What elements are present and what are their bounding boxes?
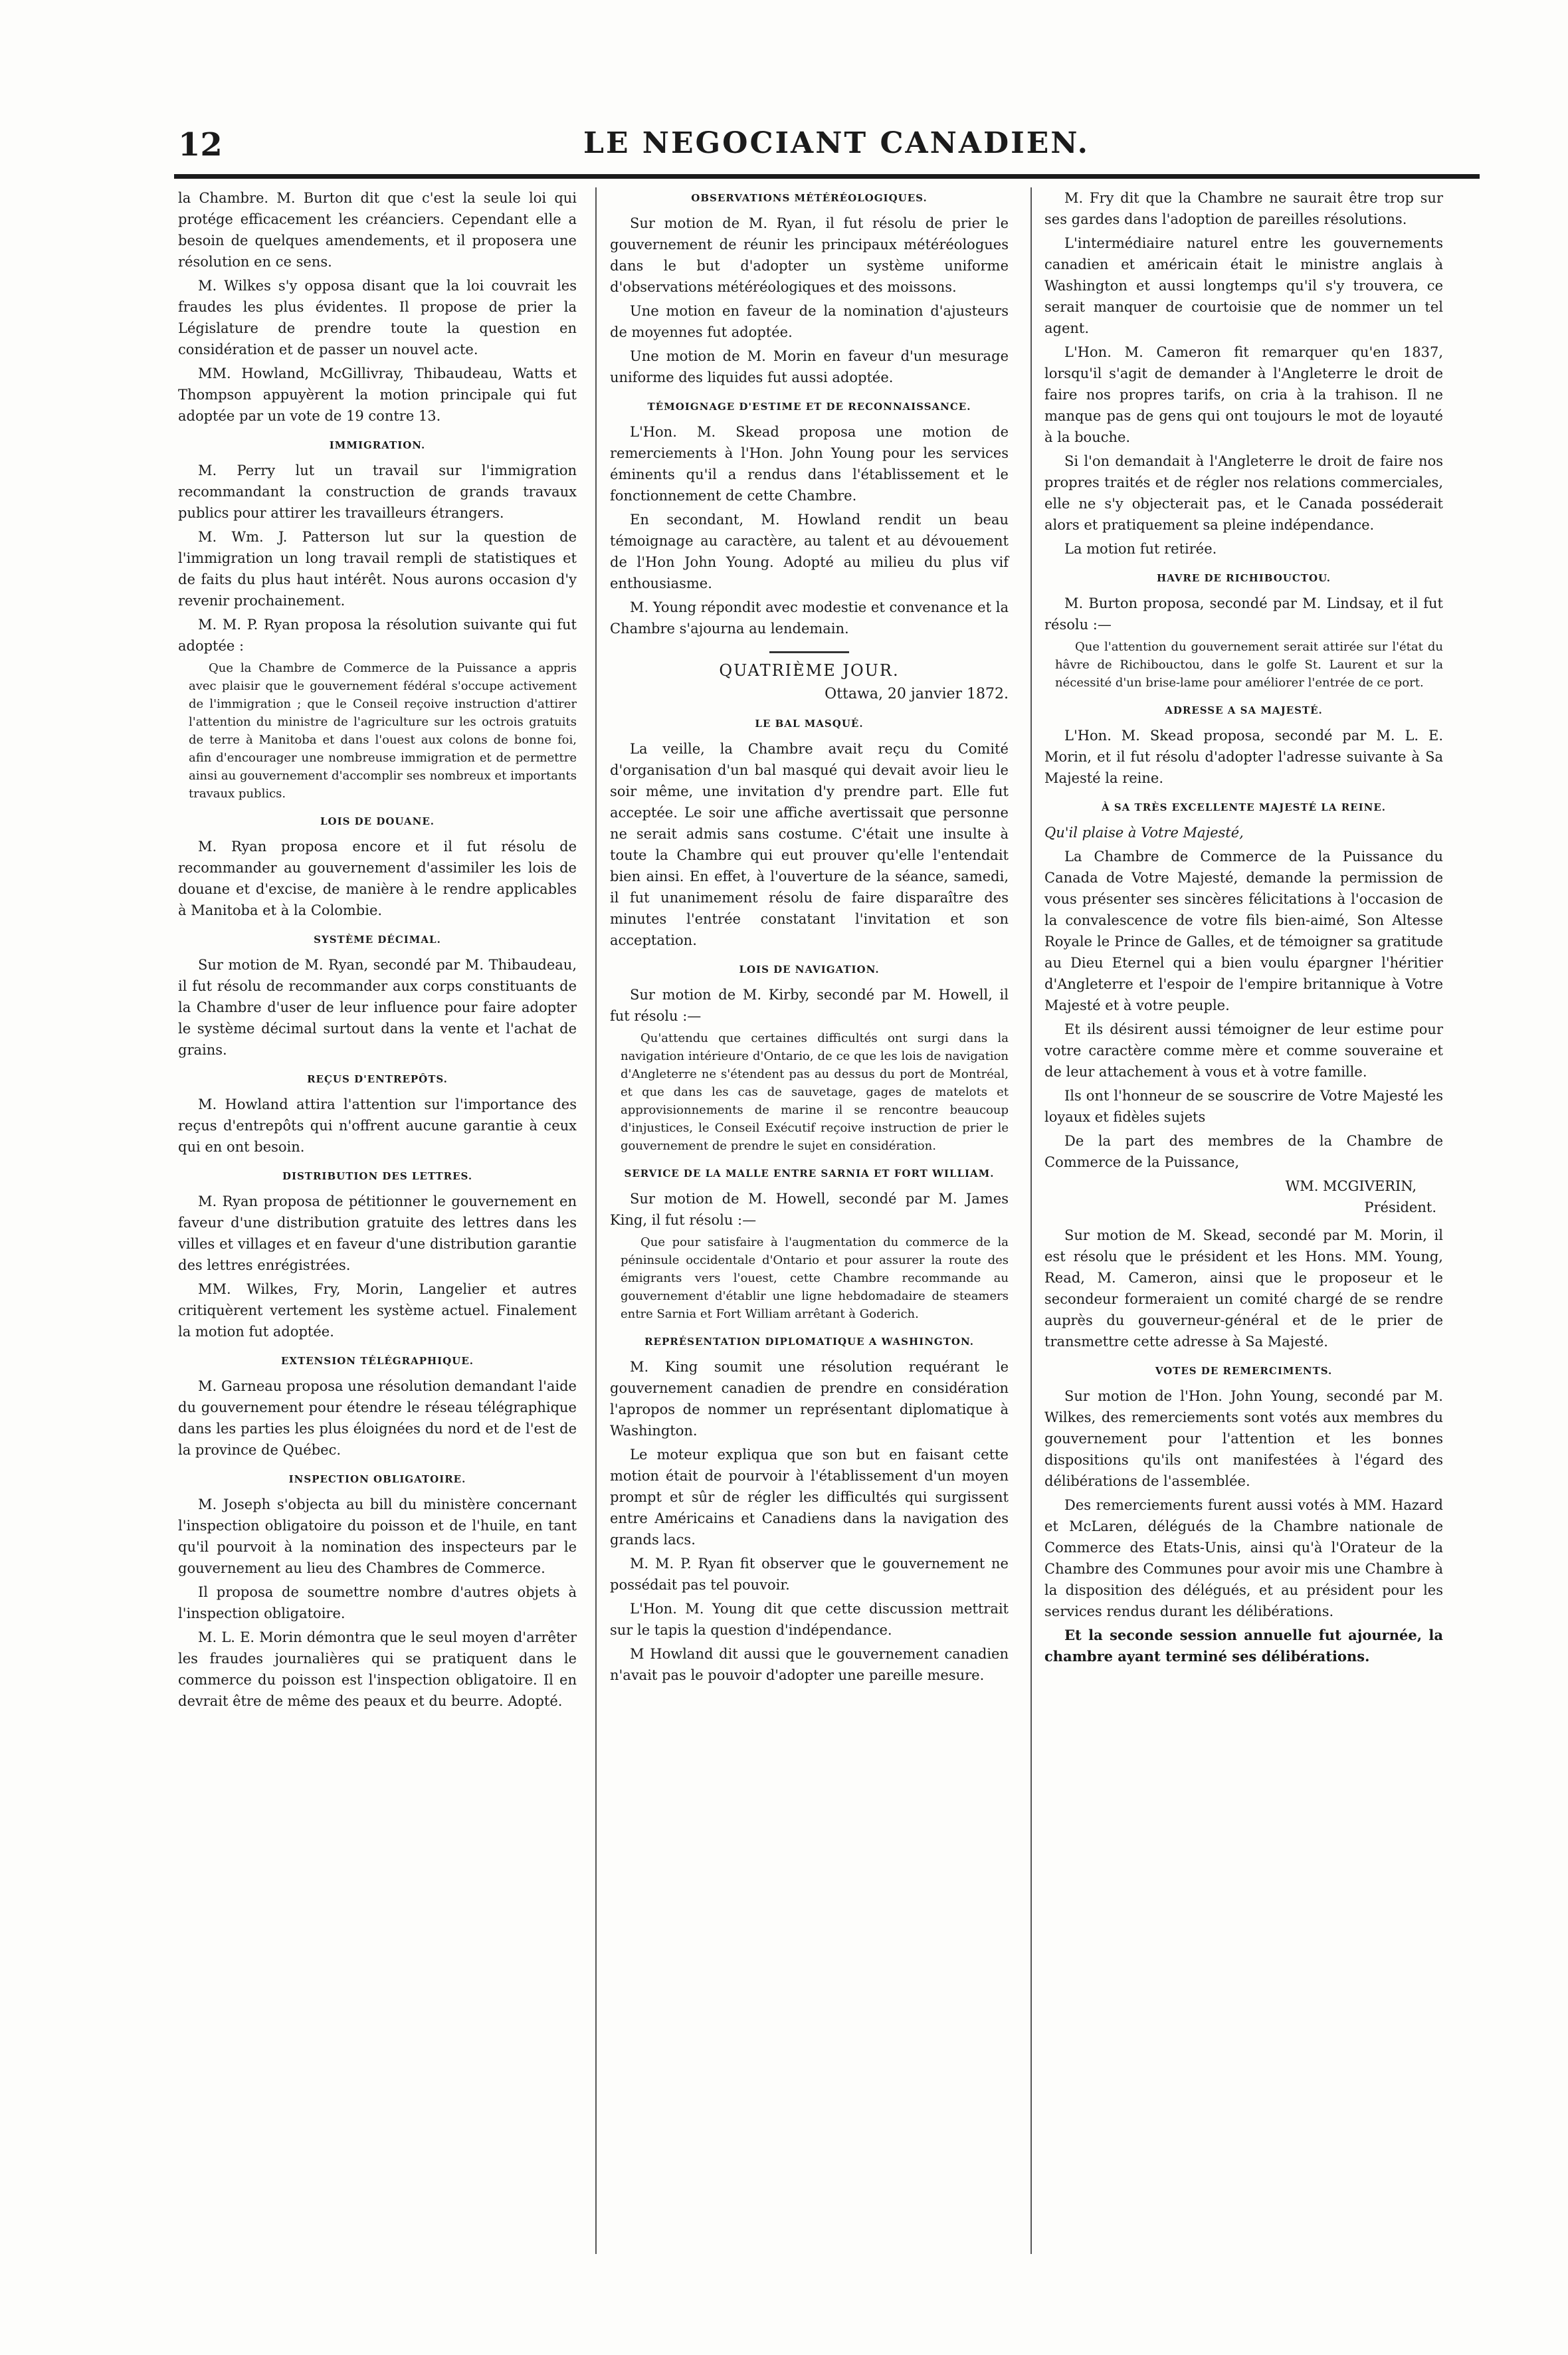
address-salutation: Qu'il plaise à Votre Majesté, bbox=[1044, 825, 1244, 841]
paragraph: Ils ont l'honneur de se souscrire de Votre Majesté les loyaux et fidèles sujets bbox=[1044, 1088, 1443, 1125]
paragraph: Et la seconde session annuelle fut ajournée, la chambre ayant terminé ses délibérations. bbox=[1044, 1627, 1443, 1665]
paragraph: En secondant, M. Howland rendit un beau témoignage au caractère, au talent et au dévouement de l'Hon John Young. Adopté au milieu du plus vif enthousiasme. bbox=[610, 512, 1009, 591]
section-heading: ADRESSE A SA MAJESTÉ. bbox=[1165, 704, 1323, 716]
separator-rule bbox=[769, 651, 849, 653]
section-heading: DISTRIBUTION DES LETTRES. bbox=[282, 1170, 473, 1182]
resolution-text: Que la Chambre de Commerce de la Puissance a appris avec plaisir que le gouvernement fédéral s'occupe activement de l'immigration ; que le Conseil reçoive instruction d'attirer l'attention du ministre de l'agriculture sur les octrois gratuits de terre à Manitoba et dans l'ouest aux colons de bonne foi, afin d'encourager une nombreuse immigration et de permettre ainsi au gouvernement d'accomplir ses nombreux et importants travaux publics. bbox=[189, 661, 577, 801]
section-heading: SYSTÈME DÉCIMAL. bbox=[314, 934, 441, 946]
page-number: 12 bbox=[178, 126, 223, 163]
paragraph: L'Hon. M. Young dit que cette discussion mettrait sur le tapis la question d'indépendance. bbox=[610, 1601, 1009, 1638]
column-1 bbox=[178, 187, 577, 1714]
paragraph: M. King soumit une résolution requérant le gouvernement canadien de prendre en considération l'apropos de nommer un représentant diplomatique à Washington. bbox=[610, 1359, 1009, 1439]
newspaper-title: LE NEGOCIANT CANADIEN. bbox=[583, 126, 1090, 160]
paragraph: Sur motion de l'Hon. John Young, secondé par M. Wilkes, des remerciements sont votés aux membres du gouvernement pour l'attention et les bonnes dispositions qu'ils ont manifestées à l'égard des délibérations de l'assemblée. bbox=[1044, 1388, 1443, 1489]
day-heading: QUATRIÈME JOUR. bbox=[719, 661, 900, 680]
paragraph: MM. Wilkes, Fry, Morin, Langelier et autres critiquèrent vertement les système actuel. Finalement la motion fut adoptée. bbox=[178, 1281, 577, 1340]
section-heading: SERVICE DE LA MALLE ENTRE SARNIA ET FORT WILLIAM. bbox=[624, 1168, 995, 1179]
section-heading: REÇUS D'ENTREPÔTS. bbox=[307, 1073, 448, 1085]
section-heading: EXTENSION TÉLÉGRAPHIQUE. bbox=[281, 1355, 474, 1367]
paragraph: M. L. E. Morin démontra que le seul moyen d'arrêter les fraudes journalières qui se pratiquent dans le commerce du poisson est l'inspection obligatoire. Il en devrait être de même des peaux et du beurre. Adopté. bbox=[178, 1629, 577, 1709]
column-2 bbox=[610, 187, 1009, 1689]
paragraph: M. Garneau proposa une résolution demandant l'aide du gouvernement pour étendre le réseau télégraphique dans les parties les plus éloignées du nord et de l'est de la province de Québec. bbox=[178, 1378, 577, 1458]
paragraph: M. Howland attira l'attention sur l'importance des reçus d'entrepôts qui n'offrent aucune garantie à ceux qui en ont besoin. bbox=[178, 1096, 577, 1155]
signature-name: WM. MCGIVERIN, bbox=[1285, 1178, 1417, 1194]
signature-title: Président. bbox=[1364, 1199, 1436, 1215]
paragraph: M. M. P. Ryan proposa la résolution suivante qui fut adoptée : bbox=[178, 617, 577, 654]
paragraph: L'Hon. M. Skead proposa, secondé par M. L. E. Morin, et il fut résolu d'adopter l'adresse suivante à Sa Majesté la reine. bbox=[1044, 728, 1443, 786]
resolution-text: Que pour satisfaire à l'augmentation du commerce de la péninsule occidentale d'Ontario et pour assurer la route des émigrants vers l'ouest, cette Chambre recommande au gouvernement d'établir une ligne hebdomadaire de steamers entre Sarnia et Fort William arrêtant à Goderich. bbox=[621, 1235, 1009, 1321]
paragraph: M Howland dit aussi que le gouvernement canadien n'avait pas le pouvoir d'adopter une pareille mesure. bbox=[610, 1646, 1009, 1683]
column-divider bbox=[595, 187, 597, 2254]
paragraph: Sur motion de M. Howell, secondé par M. James King, il fut résolu :— bbox=[610, 1191, 1009, 1228]
section-heading: À SA TRÈS EXCELLENTE MAJESTÉ LA REINE. bbox=[1101, 801, 1386, 813]
paragraph: Le moteur expliqua que son but en faisant cette motion était de pourvoir à l'établissement d'un moyen prompt et sûr de régler les difficultés qui surgissent entre Américains et Canadiens dans la navigation des grands lacs. bbox=[610, 1447, 1009, 1548]
paragraph: M. Young répondit avec modestie et convenance et la Chambre s'ajourna au lendemain. bbox=[610, 599, 1009, 637]
section-heading: REPRÉSENTATION DIPLOMATIQUE A WASHINGTON. bbox=[644, 1336, 974, 1348]
paragraph: La Chambre de Commerce de la Puissance du Canada de Votre Majesté, demande la permission de vous présenter ses sincères félicitations à l'occasion de la convalescence de votre fils bien-aimé, Son Altesse Royale le Prince de Galles, et de témoigner sa gratitude au Dieu Eternel qui a bien voulu épargner l'héritier d'Angleterre et l'espoir de l'empire britannique à Votre Majesté et à votre peuple. bbox=[1044, 849, 1443, 1013]
dateline: Ottawa, 20 janvier 1872. bbox=[825, 686, 1009, 702]
paragraph: Des remerciements furent aussi votés à MM. Hazard et McLaren, délégués de la Chambre nationale de Commerce des Etats-Unis, ainsi qu'à l'Orateur de la Chambre des Communes pour avoir mis une Chambre à la disposition des délégués, et au président pour les services rendus durant les délibérations. bbox=[1044, 1497, 1443, 1619]
section-heading: LE BAL MASQUÉ. bbox=[755, 718, 864, 730]
section-heading: IMMIGRATION. bbox=[329, 439, 426, 451]
paragraph: L'Hon. M. Cameron fit remarquer qu'en 1837, lorsqu'il s'agit de demander à l'Angleterre le droit de faire nos propres tarifs, on cria à la trahison. Il ne manque pas de gens qui ont toujours le mot de loyauté à la bouche. bbox=[1044, 344, 1443, 445]
paragraph: Sur motion de M. Ryan, secondé par M. Thibaudeau, il fut résolu de recommander aux corps constituants de la Chambre d'user de leur influence pour faire adopter le système décimal surtout dans la vente et l'achat de grains. bbox=[178, 957, 577, 1058]
paragraph: De la part des membres de la Chambre de Commerce de la Puissance, bbox=[1044, 1133, 1443, 1170]
section-heading: LOIS DE DOUANE. bbox=[320, 815, 435, 827]
page-header bbox=[178, 126, 1477, 173]
paragraph: Si l'on demandait à l'Angleterre le droit de faire nos propres traités et de régler nos relations commerciales, elle ne s'y objecterait pas, et le Canada posséderait alors et pratiquement sa pleine indépendance. bbox=[1044, 453, 1443, 533]
section-heading: OBSERVATIONS MÉTÉRÉOLOGIQUES. bbox=[691, 192, 928, 204]
paragraph: Et ils désirent aussi témoigner de leur estime pour votre caractère comme mère et comme souveraine et de leur attachement à vous et à votre famille. bbox=[1044, 1021, 1443, 1080]
paragraph: Il proposa de soumettre nombre d'autres objets à l'inspection obligatoire. bbox=[178, 1584, 577, 1621]
paragraph: M. M. P. Ryan fit observer que le gouvernement ne possédait pas tel pouvoir. bbox=[610, 1556, 1009, 1593]
paragraph: la Chambre. M. Burton dit que c'est la seule loi qui protége efficacement les créanciers. Cependant elle a besoin de quelques amendements, et il proposera une résolution en ce sens. bbox=[178, 190, 577, 270]
paragraph: Sur motion de M. Skead, secondé par M. Morin, il est résolu que le président et les Hons. MM. Young, Read, M. Cameron, ainsi que le proposeur et le secondeur formeraient un comité chargé de se rendre auprès du gouverneur-général et de le prier de transmettre cette adresse à Sa Majesté. bbox=[1044, 1227, 1443, 1350]
section-heading: VOTES DE REMERCIMENTS. bbox=[1155, 1365, 1333, 1377]
paragraph: Une motion en faveur de la nomination d'ajusteurs de moyennes fut adoptée. bbox=[610, 303, 1009, 340]
resolution-text: Qu'attendu que certaines difficultés ont surgi dans la navigation intérieure d'Ontario, de ce que les lois de navigation d'Angleterre ne s'étendent pas au dessus du port de Montréal, et que dans les cas de sauvetage, gages de matelots et approvisionnements de marine il se rencontre beaucoup d'injustices, le Conseil Exécutif reçoive instruction de prier le gouvernement de prendre le sujet en considération. bbox=[621, 1031, 1009, 1153]
paragraph: M. Ryan proposa de pétitionner le gouvernement en faveur d'une distribution gratuite des lettres dans les villes et villages et en faveur d'une distribution garantie des lettres enrégistrées. bbox=[178, 1193, 577, 1273]
paragraph: La veille, la Chambre avait reçu du Comité d'organisation d'un bal masqué qui devait avoir lieu le soir même, une invitation d'y prendre part. Elle fut acceptée. Le soir une affiche avertissait que personne ne serait admis sans costume. C'était une insulte à toute la Chambre qui eut prouver qu'elle l'entendait bien ainsi. En effet, à l'ouverture de la séance, samedi, il fut unanimement résolu de faire disparaître des minutes l'entrée constatant l'invitation et son acceptation. bbox=[610, 741, 1009, 948]
resolution-text: Que l'attention du gouvernement serait attirée sur l'état du hâvre de Richibouctou, dans le golfe St. Laurent et sur la nécessité d'un brise-lame pour améliorer l'entrée de ce port. bbox=[1055, 640, 1443, 690]
section-heading: TÉMOIGNAGE D'ESTIME ET DE RECONNAISSANCE. bbox=[647, 401, 971, 413]
paragraph: M. Joseph s'objecta au bill du ministère concernant l'inspection obligatoire du poisson et de l'huile, en tant qu'il pourvoit à la nomination des inspecteurs par le gouvernement au lieu des Chambres de Commerce. bbox=[178, 1496, 577, 1576]
paragraph: Sur motion de M. Ryan, il fut résolu de prier le gouvernement de réunir les principaux météréologues dans le but d'adopter un système uniforme d'observations météréologiques et des moissons. bbox=[610, 215, 1009, 295]
paragraph: MM. Howland, McGillivray, Thibaudeau, Watts et Thompson appuyèrent la motion principale qui fut adoptée par un vote de 19 contre 13. bbox=[178, 365, 577, 424]
column-divider bbox=[1030, 187, 1032, 2254]
paragraph: L'intermédiaire naturel entre les gouvernements canadien et américain était le ministre anglais à Washington et aussi longtemps qu'il s'y trouvera, ce serait manquer de courtoisie que de nommer un tel agent. bbox=[1044, 235, 1443, 336]
paragraph: M. Burton proposa, secondé par M. Lindsay, et il fut résolu :— bbox=[1044, 595, 1443, 633]
paragraph: M. Wm. J. Patterson lut sur la question de l'immigration un long travail rempli de statistiques et de faits du plus haut intérêt. Nous aurons occasion d'y revenir prochainement. bbox=[178, 529, 577, 609]
paragraph: M. Fry dit que la Chambre ne saurait être trop sur ses gardes dans l'adoption de pareilles résolutions. bbox=[1044, 190, 1443, 227]
paragraph: M. Ryan proposa encore et il fut résolu de recommander au gouvernement d'assimiler les lois de douane et d'excise, de manière à le rendre applicables à Manitoba et à la Colombie. bbox=[178, 839, 577, 918]
paragraph: L'Hon. M. Skead proposa une motion de remerciements à l'Hon. John Young pour les services éminents qu'il a rendus dans l'établissement et le fonctionnement de cette Chambre. bbox=[610, 424, 1009, 504]
paragraph: La motion fut retirée. bbox=[1064, 541, 1217, 557]
section-heading: LOIS DE NAVIGATION. bbox=[739, 964, 880, 975]
paragraph: Sur motion de M. Kirby, secondé par M. Howell, il fut résolu :— bbox=[610, 987, 1009, 1024]
column-3 bbox=[1044, 187, 1443, 1670]
paragraph: M. Perry lut un travail sur l'immigration recommandant la construction de grands travaux publics pour attirer les travailleurs étrangers. bbox=[178, 462, 577, 521]
section-heading: INSPECTION OBLIGATOIRE. bbox=[288, 1473, 466, 1485]
paragraph: M. Wilkes s'y opposa disant que la loi couvrait les fraudes les plus évidentes. Il propose de prier la Législature de prendre toute la question en considération et de passer un nouvel acte. bbox=[178, 278, 577, 358]
section-heading: HAVRE DE RICHIBOUCTOU. bbox=[1157, 572, 1331, 584]
header-rule bbox=[174, 174, 1480, 179]
paragraph: Une motion de M. Morin en faveur d'un mesurage uniforme des liquides fut aussi adoptée. bbox=[610, 348, 1009, 385]
